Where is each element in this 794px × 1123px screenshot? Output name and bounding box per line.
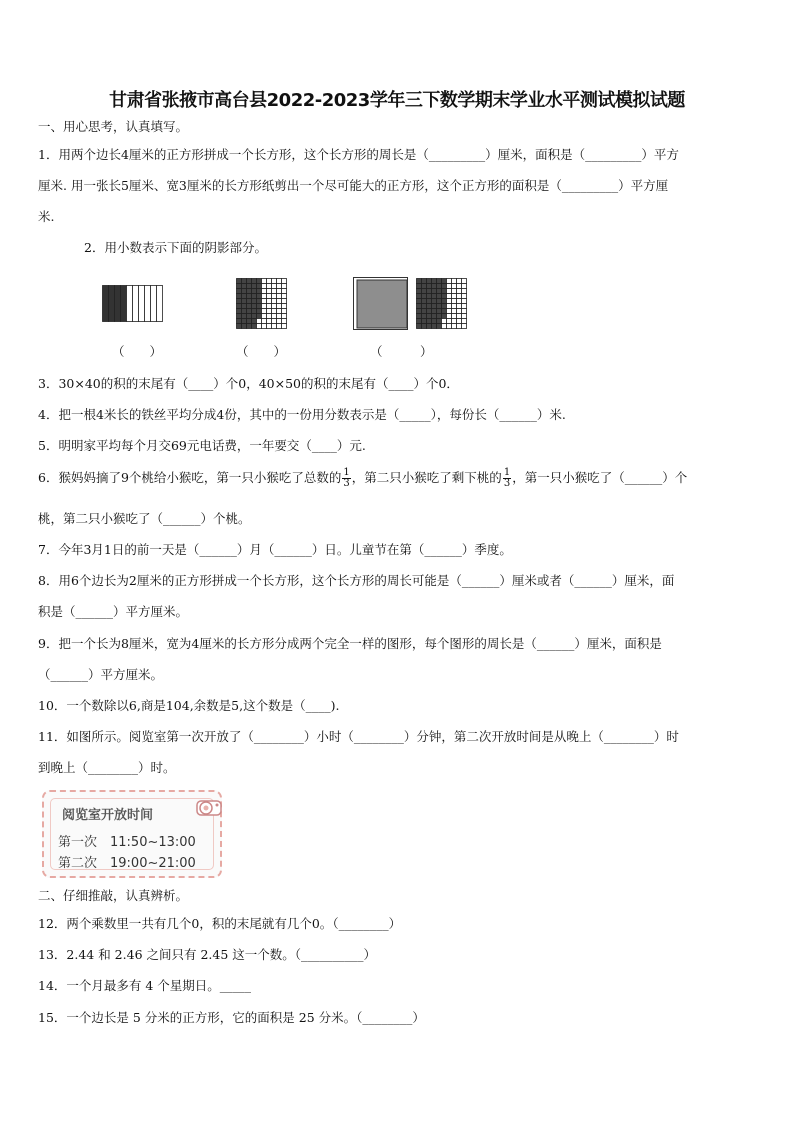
grid-cell <box>452 314 457 319</box>
shaded-grid-cell <box>442 299 447 304</box>
shaded-grid-cell <box>252 319 257 324</box>
question-9-line-2: （______）平方厘米。 <box>38 667 164 682</box>
grid-cell <box>447 289 452 294</box>
grid-cell <box>462 284 467 289</box>
question-9-line-1: 9．把一个长为8厘米，宽为4厘米的长方形分成两个完全一样的图形，每个图形的周长是（______）厘米，面积是 <box>38 636 662 651</box>
grid-cell <box>447 314 452 319</box>
shaded-grid-cell <box>442 294 447 299</box>
shaded-grid-cell <box>427 279 432 284</box>
grid-cell <box>267 299 272 304</box>
shaded-grid-cell <box>247 289 252 294</box>
shaded-grid-cell <box>417 294 422 299</box>
shaded-grid-cell <box>242 299 247 304</box>
shaded-grid-cell <box>427 299 432 304</box>
shaded-grid-cell <box>427 324 432 329</box>
grid-cell <box>452 294 457 299</box>
grid-cell <box>282 279 287 284</box>
grid-cell <box>277 319 282 324</box>
grid-cell <box>272 324 277 329</box>
grid-cell <box>272 284 277 289</box>
shaded-grid-cell <box>437 324 442 329</box>
grid-cell <box>457 279 462 284</box>
shaded-grid-cell <box>437 319 442 324</box>
question-6-line-1 <box>38 468 687 489</box>
shaded-grid-cell <box>242 279 247 284</box>
question-2-text: 2．用小数表示下面的阴影部分。 <box>84 240 267 255</box>
grid-cell <box>262 294 267 299</box>
grid-cell <box>272 314 277 319</box>
question-6-part-c: ，第一只小猴吃了（______）个 <box>512 470 688 485</box>
shaded-grid-cell <box>247 294 252 299</box>
grid-cell <box>272 279 277 284</box>
grid-cell <box>267 309 272 314</box>
shaded-grid-cell <box>237 304 242 309</box>
shaded-grid-cell <box>422 314 427 319</box>
grid-cell <box>452 324 457 329</box>
grid-cell <box>457 289 462 294</box>
shaded-grid-cell <box>427 284 432 289</box>
shaded-grid-cell <box>427 309 432 314</box>
shaded-grid-cell <box>257 289 262 294</box>
question-10: 10．一个数除以6,商是104,余数是5,这个数是（____). <box>38 698 340 713</box>
shaded-grid-cell <box>242 319 247 324</box>
grid-cell <box>277 314 282 319</box>
grid-cell <box>447 324 452 329</box>
answer-blank-fig2[interactable]: （ ） <box>236 344 287 359</box>
shaded-grid-cell <box>437 299 442 304</box>
shaded-grid-cell <box>247 324 252 329</box>
figure-hundred-grid <box>236 278 290 330</box>
shaded-grid-cell <box>422 294 427 299</box>
grid-cell <box>452 319 457 324</box>
grid-cell <box>462 304 467 309</box>
shaded-strip-cell <box>109 286 115 322</box>
question-1-line-3: 米. <box>38 209 55 224</box>
reading-room-hours-sign <box>42 790 222 878</box>
shaded-grid-cell <box>247 299 252 304</box>
grid-cell <box>452 279 457 284</box>
shaded-grid-cell <box>242 289 247 294</box>
strip-cell <box>145 286 151 322</box>
grid-cell <box>282 294 287 299</box>
shaded-grid-cell <box>257 294 262 299</box>
answer-blank-fig1[interactable]: （ ） <box>112 344 163 359</box>
shaded-grid-cell <box>247 314 252 319</box>
sign-row-second: 第二次 19:00~21:00 <box>58 856 196 871</box>
grid-cell <box>272 299 277 304</box>
grid-cell <box>457 299 462 304</box>
shaded-grid-cell <box>252 309 257 314</box>
question-6-part-a: 6．猴妈妈摘了9个桃给小猴吃，第一只小猴吃了总数的 <box>38 470 342 485</box>
shaded-grid-cell <box>247 284 252 289</box>
grid-cell <box>462 309 467 314</box>
shaded-grid-cell <box>252 299 257 304</box>
grid-cell <box>447 319 452 324</box>
grid-cell <box>262 279 267 284</box>
grid-cell <box>277 284 282 289</box>
grid-cell <box>282 299 287 304</box>
grid-cell <box>277 299 282 304</box>
shaded-grid-cell <box>237 314 242 319</box>
grid-cell <box>267 314 272 319</box>
shaded-grid-cell <box>422 289 427 294</box>
grid-cell <box>267 284 272 289</box>
section-heading-1: 一、用心思考，认真填写。 <box>38 119 189 134</box>
question-15: 15．一个边长是 5 分米的正方形，它的面积是 25 分米。（________） <box>38 1010 425 1025</box>
grid-cell <box>267 324 272 329</box>
page-title: 甘肃省张掖市高台县2022-2023学年三下数学期末学业水平测试模拟试题 <box>109 90 685 111</box>
grid-cell <box>267 304 272 309</box>
grid-cell <box>262 324 267 329</box>
shaded-grid-cell <box>442 304 447 309</box>
grid-cell <box>262 284 267 289</box>
shaded-grid-cell <box>237 324 242 329</box>
grid-cell <box>277 309 282 314</box>
shaded-grid-cell <box>437 279 442 284</box>
grid-cell <box>262 309 267 314</box>
shaded-grid-cell <box>242 304 247 309</box>
shaded-grid-cell <box>417 299 422 304</box>
shaded-grid-cell <box>247 279 252 284</box>
shaded-grid-cell <box>427 314 432 319</box>
fraction-one-third: $\frac{1}{3}$ <box>343 467 350 489</box>
shaded-grid-cell <box>437 294 442 299</box>
grid-cell <box>457 294 462 299</box>
question-8-line-2: 积是（______）平方厘米。 <box>38 604 189 619</box>
shaded-grid-cell <box>432 284 437 289</box>
question-5: 5．明明家平均每个月交69元电话费，一年要交（____）元. <box>38 438 366 453</box>
shaded-grid-cell <box>422 299 427 304</box>
shaded-grid-cell <box>432 309 437 314</box>
shaded-grid-cell <box>417 324 422 329</box>
grid-cell <box>282 284 287 289</box>
shaded-grid-cell <box>417 289 422 294</box>
shaded-grid-cell <box>432 304 437 309</box>
grid-cell <box>277 289 282 294</box>
shaded-grid-cell <box>442 289 447 294</box>
grid-cell <box>272 319 277 324</box>
shaded-grid-cell <box>417 304 422 309</box>
shaded-grid-cell <box>422 324 427 329</box>
grid-cell <box>447 304 452 309</box>
grid-cell <box>447 279 452 284</box>
grid-cell <box>442 324 447 329</box>
strip-cell <box>133 286 139 322</box>
sign-heading: 阅览室开放时间 <box>62 808 154 823</box>
grid-cell <box>462 294 467 299</box>
shaded-grid-cell <box>432 324 437 329</box>
question-12: 12．两个乘数里一共有几个0，积的末尾就有几个0。（________） <box>38 916 402 931</box>
question-4: 4．把一根4米长的铁丝平均分成4份，其中的一份用分数表示是（_____），每份长（______）米. <box>38 407 566 422</box>
shaded-grid-cell <box>237 294 242 299</box>
figure-two-hundred-grids <box>353 277 469 331</box>
shaded-grid-cell <box>252 284 257 289</box>
grid-cell <box>262 319 267 324</box>
shaded-grid-cell <box>242 284 247 289</box>
grid-cell <box>462 279 467 284</box>
shaded-grid-cell <box>417 314 422 319</box>
grid-cell <box>462 314 467 319</box>
question-6-line-2: 桃，第二只小猴吃了（______）个桃。 <box>38 511 251 526</box>
grid-cell <box>282 289 287 294</box>
shaded-grid-cell <box>422 319 427 324</box>
grid-cell <box>272 294 277 299</box>
grid-cell <box>272 289 277 294</box>
shaded-grid-cell <box>237 284 242 289</box>
shaded-strip-cell <box>121 286 127 322</box>
shaded-grid-cell <box>417 309 422 314</box>
figure-strip-tenths <box>102 285 164 323</box>
grid-cell <box>277 294 282 299</box>
grid-cell <box>282 324 287 329</box>
question-1-line-2: 厘米. 用一张长5厘米、宽3厘米的长方形纸剪出一个尽可能大的正方形，这个正方形的面积是（_________）平方厘 <box>38 178 669 193</box>
shaded-grid-cell <box>442 284 447 289</box>
shaded-grid-cell <box>432 279 437 284</box>
shaded-grid-cell <box>442 314 447 319</box>
grid-cell <box>462 319 467 324</box>
shaded-grid-cell <box>427 294 432 299</box>
question-13: 13．2.44 和 2.46 之间只有 2.45 这一个数。（__________） <box>38 947 377 962</box>
question-11-line-1: 11．如图所示。阅览室第一次开放了（________）小时（________）分钟，第二次开放时间是从晚上（________）时 <box>38 729 679 744</box>
grid-cell <box>447 309 452 314</box>
grid-cell <box>262 314 267 319</box>
grid-cell <box>447 294 452 299</box>
shaded-grid-cell <box>237 309 242 314</box>
shaded-grid-cell <box>432 289 437 294</box>
shaded-grid-cell <box>252 304 257 309</box>
strip-cell <box>151 286 157 322</box>
grid-cell <box>447 299 452 304</box>
shaded-grid-cell <box>237 319 242 324</box>
shaded-grid-cell <box>417 279 422 284</box>
shaded-grid-cell <box>417 284 422 289</box>
shaded-grid-cell <box>252 289 257 294</box>
grid-cell <box>452 284 457 289</box>
fraction-one-third: $\frac{1}{3}$ <box>503 467 511 489</box>
shaded-grid-cell <box>257 309 262 314</box>
shaded-grid-cell <box>257 304 262 309</box>
shaded-grid-cell <box>252 294 257 299</box>
strip-cell <box>127 286 133 322</box>
shaded-grid-cell <box>437 309 442 314</box>
question-6-part-b: ，第二只小猴吃了剩下桃的 <box>351 470 502 485</box>
shaded-grid-cell <box>247 319 252 324</box>
shaded-grid-cell <box>422 284 427 289</box>
question-7: 7．今年3月1日的前一天是（______）月（______）日。儿童节在第（______）季度。 <box>38 542 512 557</box>
grid-cell <box>267 319 272 324</box>
grid-cell <box>257 319 262 324</box>
grid-cell <box>277 324 282 329</box>
shaded-grid-cell <box>257 314 262 319</box>
shaded-grid-cell <box>257 284 262 289</box>
shaded-grid-cell <box>427 304 432 309</box>
grid-cell <box>442 319 447 324</box>
question-3: 3．30×40的积的末尾有（____）个0，40×50的积的末尾有（____）个0． <box>38 376 459 391</box>
grid-cell <box>282 309 287 314</box>
shaded-grid-cell <box>257 299 262 304</box>
grid-cell <box>267 289 272 294</box>
shaded-grid-cell <box>257 279 262 284</box>
grid-cell <box>277 304 282 309</box>
grid-cell <box>282 314 287 319</box>
shaded-grid-cell <box>437 314 442 319</box>
shaded-grid-cell <box>427 289 432 294</box>
grid-cell <box>457 314 462 319</box>
grid-cell <box>462 299 467 304</box>
grid-cell <box>462 324 467 329</box>
shaded-grid-cell <box>442 309 447 314</box>
grid-cell <box>272 304 277 309</box>
grid-cell <box>462 289 467 294</box>
shaded-strip-cell <box>115 286 121 322</box>
grid-cell <box>452 299 457 304</box>
shaded-grid-cell <box>432 299 437 304</box>
strip-cell <box>139 286 145 322</box>
shaded-grid-cell <box>242 324 247 329</box>
shaded-grid-cell <box>417 319 422 324</box>
grid-cell <box>457 304 462 309</box>
shaded-grid-cell <box>437 304 442 309</box>
shaded-grid-cell <box>437 289 442 294</box>
shaded-grid-cell <box>422 279 427 284</box>
shaded-grid-cell <box>432 314 437 319</box>
shaded-grid-cell <box>242 309 247 314</box>
grid-cell <box>452 289 457 294</box>
shaded-grid-cell <box>252 314 257 319</box>
shaded-grid-cell <box>237 289 242 294</box>
shaded-grid-cell <box>237 279 242 284</box>
grid-cell <box>267 279 272 284</box>
shaded-grid-cell <box>247 304 252 309</box>
grid-cell <box>447 284 452 289</box>
question-14: 14．一个月最多有 4 个星期日。_____ <box>38 978 252 993</box>
grid-cell <box>282 304 287 309</box>
shaded-grid-cell <box>427 319 432 324</box>
grid-cell <box>457 324 462 329</box>
shaded-grid-cell <box>247 309 252 314</box>
grid-cell <box>452 304 457 309</box>
grid-cell <box>257 324 262 329</box>
question-11-line-2: 到晚上（________）时。 <box>38 760 176 775</box>
sign-row-first: 第一次 11:50~13:00 <box>58 835 196 850</box>
shaded-grid-cell <box>237 299 242 304</box>
grid-cell <box>457 309 462 314</box>
grid-cell <box>457 284 462 289</box>
shaded-strip-cell <box>103 286 109 322</box>
grid-cell <box>262 289 267 294</box>
shaded-grid-cell <box>422 309 427 314</box>
shaded-grid-cell <box>437 284 442 289</box>
grid-cell <box>452 309 457 314</box>
grid-cell <box>272 309 277 314</box>
shaded-grid-cell <box>242 314 247 319</box>
question-1-line-1: 1．用两个边长4厘米的正方形拼成一个长方形，这个长方形的周长是（_________）厘米，面积是（_________）平方 <box>38 147 679 162</box>
question-8-line-1: 8．用6个边长为2厘米的正方形拼成一个长方形，这个长方形的周长可能是（______）厘米或者（______）厘米，面 <box>38 573 675 588</box>
answer-blank-fig3[interactable]: （ ） <box>370 344 433 359</box>
shaded-grid-cell <box>242 294 247 299</box>
shaded-grid-cell <box>422 304 427 309</box>
grid-cell <box>262 299 267 304</box>
shaded-grid-cell <box>432 294 437 299</box>
section-heading-2: 二、仔细推敲，认真辨析。 <box>38 888 189 903</box>
projector-icon <box>192 794 226 820</box>
shaded-grid-cell <box>252 324 257 329</box>
shaded-grid-cell <box>442 279 447 284</box>
shaded-grid-cell <box>252 279 257 284</box>
grid-cell <box>262 304 267 309</box>
grid-cell <box>267 294 272 299</box>
grid-cell <box>457 319 462 324</box>
strip-cell <box>157 286 163 322</box>
grid-cell <box>277 279 282 284</box>
shaded-grid-cell <box>432 319 437 324</box>
grid-cell <box>282 319 287 324</box>
